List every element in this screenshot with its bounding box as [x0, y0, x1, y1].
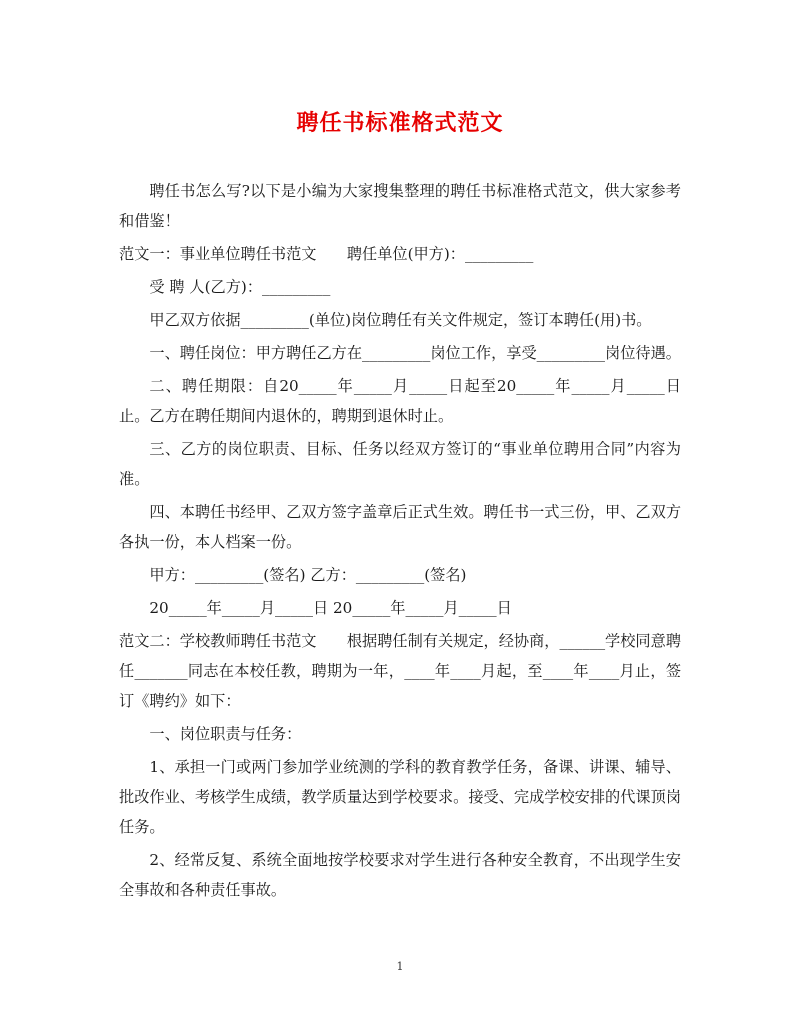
section-duties-heading: 一、岗位职责与任务：	[149, 725, 302, 743]
sample-two-heading: 范文二：学校教师聘任书范文 根据聘任制有关规定，经协商，______学校同意聘任_______同志在本校任教，聘期为一年，____年____月起，至____年____月止，签订《聘约》如下：	[119, 632, 681, 710]
document-body	[119, 176, 681, 908]
agreement-basis-paragraph: 甲乙双方依据_________(单位)岗位聘任有关文件规定，签订本聘任(用)书。	[149, 311, 652, 329]
sample-one-heading: 范文一：事业单位聘任书范文 聘任单位(甲方)：_________	[119, 245, 534, 263]
intro-paragraph: 聘任书怎么写?以下是小编为大家搜集整理的聘任书标准格式范文，供大家参考和借鉴！	[119, 182, 681, 230]
date-line: 20_____年_____月_____日 20_____年_____月_____日	[149, 599, 512, 617]
clause-position: 一、聘任岗位：甲方聘任乙方在_________岗位工作，享受_________岗位待遇。	[149, 344, 681, 362]
clause-term: 二、聘任期限：自20_____年_____月_____日起至20_____年_____月_____日止。乙方在聘任期间内退休的，聘期到退休时止。	[119, 377, 681, 425]
page-number: 1	[396, 960, 404, 973]
signature-line: 甲方：_________(签名) 乙方：_________(签名)	[149, 566, 467, 584]
duty-item-2: 2、经常反复、系统全面地按学校要求对学生进行各种安全教育，不出现学生安全事故和各种责任事故。	[119, 851, 681, 899]
duty-item-1: 1、承担一门或两门参加学业统测的学科的教育教学任务，备课、讲课、辅导、批改作业、考核学生成绩，教学质量达到学校要求。接受、完成学校安排的代课顶岗任务。	[119, 758, 681, 836]
document-title: 聘任书标准格式范文	[296, 110, 504, 136]
clause-duties: 三、乙方的岗位职责、目标、任务以经双方签订的“事业单位聘用合同”内容为准。	[119, 440, 681, 488]
clause-effect: 四、本聘任书经甲、乙双方签字盖章后正式生效。聘任书一式三份，甲、乙双方各执一份，本人档案一份。	[119, 503, 681, 551]
employee-line: 受 聘 人(乙方)：_________	[149, 278, 331, 296]
